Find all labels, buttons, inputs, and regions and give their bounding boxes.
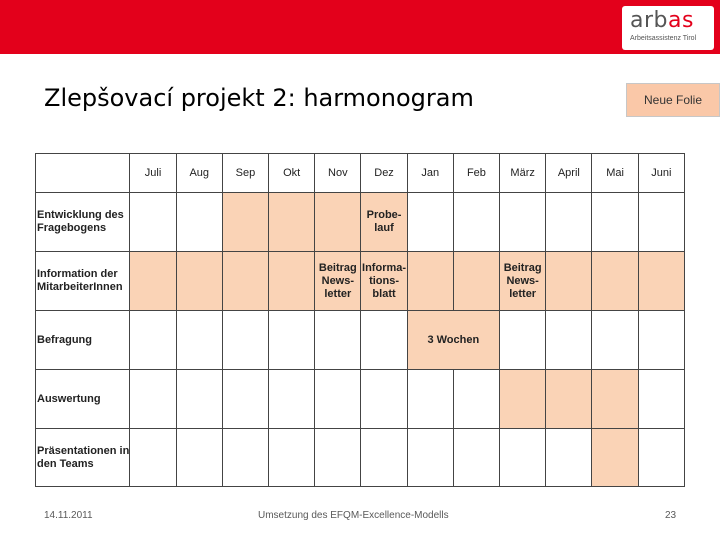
month-cell bbox=[361, 311, 407, 370]
month-cell bbox=[407, 370, 453, 429]
month-header: Mai bbox=[592, 154, 638, 193]
month-cell bbox=[222, 429, 268, 487]
month-header: Jan bbox=[407, 154, 453, 193]
task-row bbox=[36, 311, 685, 370]
month-header: Feb bbox=[453, 154, 499, 193]
footer-title: Umsetzung des EFQM-Excellence-Modells bbox=[258, 510, 449, 521]
month-cell bbox=[269, 311, 315, 370]
timeline-table bbox=[35, 153, 685, 487]
probelauf-note: Probe-lauf bbox=[361, 193, 407, 252]
active-month-cell bbox=[269, 252, 315, 311]
month-cell bbox=[176, 311, 222, 370]
month-cell bbox=[592, 311, 638, 370]
month-cell bbox=[638, 311, 684, 370]
active-month-cell bbox=[222, 193, 268, 252]
footer-date: 14.11.2011 bbox=[44, 510, 93, 521]
active-month-cell bbox=[592, 370, 638, 429]
month-cell bbox=[222, 370, 268, 429]
active-month-cell bbox=[592, 252, 638, 311]
month-cell bbox=[453, 370, 499, 429]
month-header: Dez bbox=[361, 154, 407, 193]
month-cell bbox=[315, 429, 361, 487]
month-header: März bbox=[500, 154, 546, 193]
month-cell bbox=[592, 193, 638, 252]
month-cell bbox=[638, 370, 684, 429]
slide-title: Zlepšovací projekt 2: harmonogram bbox=[44, 84, 474, 112]
month-cell bbox=[130, 370, 176, 429]
month-cell bbox=[130, 193, 176, 252]
active-month-cell bbox=[315, 193, 361, 252]
month-header: Okt bbox=[269, 154, 315, 193]
month-cell bbox=[130, 311, 176, 370]
neue-folie-badge[interactable]: Neue Folie bbox=[626, 83, 720, 117]
month-cell bbox=[315, 311, 361, 370]
logo-tagline: Arbeitsassistenz Tirol bbox=[630, 35, 697, 42]
active-month-cell bbox=[592, 429, 638, 487]
active-month-cell bbox=[407, 252, 453, 311]
month-cell bbox=[546, 429, 592, 487]
month-header: April bbox=[546, 154, 592, 193]
corner-cell bbox=[36, 154, 130, 193]
month-header: Juli bbox=[130, 154, 176, 193]
active-month-cell bbox=[130, 252, 176, 311]
month-cell bbox=[130, 429, 176, 487]
task-label: Präsentationen in den Teams bbox=[36, 429, 130, 487]
month-cell bbox=[269, 370, 315, 429]
month-cell bbox=[361, 429, 407, 487]
month-cell bbox=[269, 429, 315, 487]
month-cell bbox=[222, 311, 268, 370]
logo-wordmark: arbas bbox=[630, 8, 694, 33]
month-header: Sep bbox=[222, 154, 268, 193]
page-number: 23 bbox=[665, 510, 677, 521]
month-cell bbox=[453, 193, 499, 252]
month-cell bbox=[638, 193, 684, 252]
month-cell bbox=[500, 429, 546, 487]
month-cell bbox=[176, 193, 222, 252]
active-month-cell bbox=[546, 370, 592, 429]
month-cell bbox=[176, 370, 222, 429]
infoblatt-note: Informa-tions-blatt bbox=[361, 252, 407, 311]
active-month-cell bbox=[222, 252, 268, 311]
month-cell bbox=[176, 429, 222, 487]
month-cell bbox=[407, 429, 453, 487]
month-cell bbox=[500, 193, 546, 252]
month-cell bbox=[407, 193, 453, 252]
month-cell bbox=[500, 311, 546, 370]
month-header: Nov bbox=[315, 154, 361, 193]
active-month-cell bbox=[269, 193, 315, 252]
top-banner bbox=[0, 0, 720, 54]
newsletter-note: Beitrag News-letter bbox=[500, 252, 546, 311]
task-label: Auswertung bbox=[36, 370, 130, 429]
task-row bbox=[36, 429, 685, 487]
task-row bbox=[36, 193, 685, 252]
month-cell bbox=[638, 429, 684, 487]
task-row bbox=[36, 252, 685, 311]
month-cell bbox=[453, 429, 499, 487]
arbas-logo bbox=[622, 6, 714, 50]
month-header: Juni bbox=[638, 154, 684, 193]
newsletter-note: Beitrag News-letter bbox=[315, 252, 361, 311]
month-header: Aug bbox=[176, 154, 222, 193]
task-label: Information der MitarbeiterInnen bbox=[36, 252, 130, 311]
active-month-cell bbox=[500, 370, 546, 429]
month-cell bbox=[315, 370, 361, 429]
task-row bbox=[36, 370, 685, 429]
month-cell bbox=[546, 193, 592, 252]
active-month-cell bbox=[453, 252, 499, 311]
month-cell bbox=[361, 370, 407, 429]
active-month-cell bbox=[546, 252, 592, 311]
active-month-cell bbox=[638, 252, 684, 311]
month-cell bbox=[546, 311, 592, 370]
task-label: Entwicklung des Fragebogens bbox=[36, 193, 130, 252]
month-header-row bbox=[36, 154, 685, 193]
drei-wochen-note: 3 Wochen bbox=[407, 311, 499, 370]
task-label: Befragung bbox=[36, 311, 130, 370]
active-month-cell bbox=[176, 252, 222, 311]
